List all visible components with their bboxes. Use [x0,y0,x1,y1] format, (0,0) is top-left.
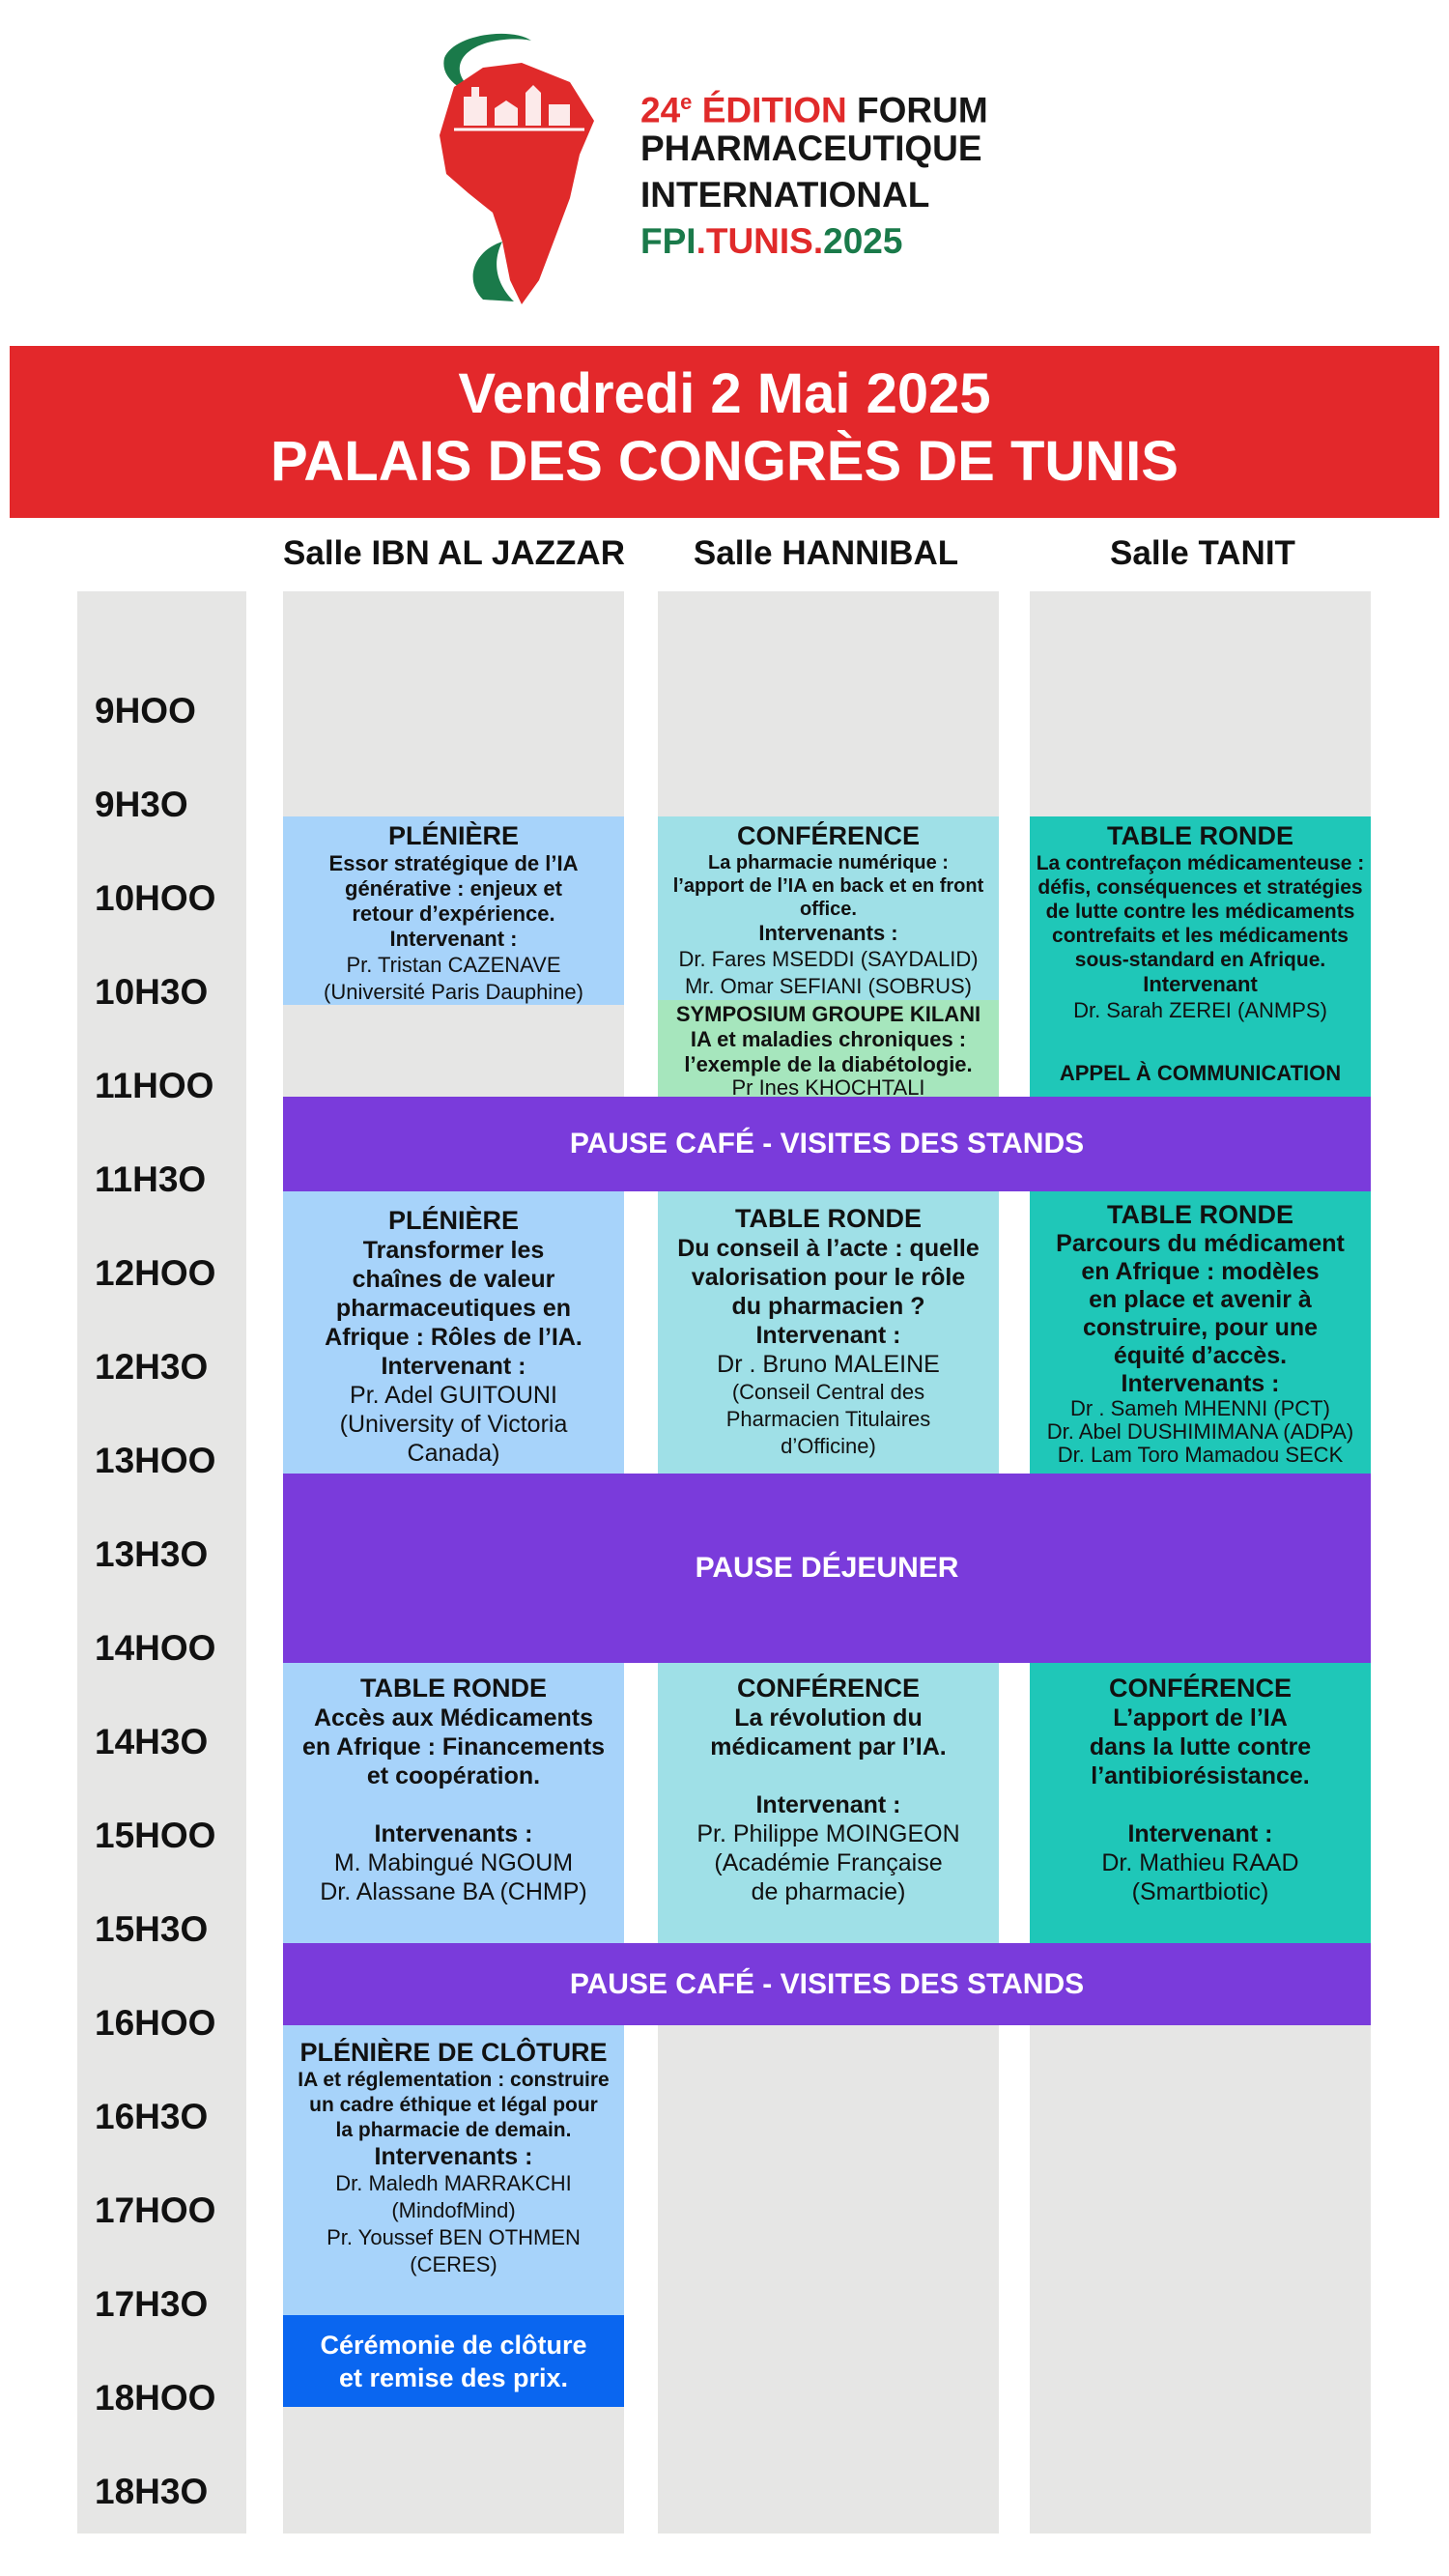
speaker-affiliation: Canada) [407,1440,500,1467]
session-subtitle: La révolution du [734,1704,923,1732]
session-subtitle: l’exemple de la diabétologie. [684,1052,973,1076]
speaker: Pr. Adel GUITOUNI [350,1382,557,1409]
session-subtitle: L’apport de l’IA [1113,1704,1288,1732]
room-header-tanit: Salle TANIT [1110,534,1295,572]
session-subtitle: dans la lutte contre [1089,1733,1312,1760]
time-label: 9HOO [95,691,196,730]
edition-number: 24 [640,90,681,130]
speaker-label: Intervenant : [1127,1820,1273,1847]
session-subtitle: équité d’accès. [1113,1342,1288,1369]
speaker: Dr. Mathieu RAAD [1101,1849,1299,1876]
date-venue-banner [10,346,1439,518]
year-text: 2025 [823,221,903,261]
spacer [1036,1024,1365,1061]
session-table-ronde-acces-medicaments[interactable] [283,1663,624,1943]
session-title: PLÉNIÈRE [387,1206,520,1235]
session-subtitle: en place et avenir à [1089,1286,1312,1313]
session-subtitle: IA et réglementation : construire [298,2069,610,2091]
time-label: 16HOO [95,2003,216,2043]
speaker: Dr. Maledh MARRAKCHI [335,2171,572,2195]
speaker: Dr. Abel DUSHIMIMANA (ADPA) [1046,1419,1354,1444]
session-title: CONFÉRENCE [736,1674,920,1703]
speaker-label: Intervenant : [381,1353,526,1380]
spacer [664,1761,993,1790]
time-label: 13HOO [95,1441,216,1480]
session-subtitle: médicament par l’IA. [710,1733,947,1760]
session-subtitle: de lutte contre les médicaments [1045,901,1355,923]
time-label: 12HOO [95,1253,216,1293]
session-table-ronde-parcours-medicament[interactable] [1030,1191,1371,1474]
closing-ceremony-block[interactable] [283,2315,624,2407]
session-table-ronde-conseil-acte[interactable] [658,1191,999,1474]
session-symposium-kilani[interactable] [658,1000,999,1097]
edition-word: ÉDITION [701,90,847,130]
session-subtitle: contrefaits et les médicaments [1052,925,1349,947]
time-label: 17HOO [95,2190,216,2230]
session-pleniere-chaines-valeur[interactable] [283,1191,624,1474]
session-pleniere-cloture[interactable] [283,2025,624,2315]
session-subtitle: défis, conséquences et stratégies [1037,876,1363,899]
session-subtitle: la pharmacie de demain. [335,2119,572,2141]
edition-line [640,81,988,131]
speaker-affiliation: (Smartbiotic) [1131,1878,1269,1905]
session-subtitle: sous-standard en Afrique. [1074,949,1326,971]
time-label: 13H3O [95,1534,209,1574]
time-label: 12H3O [95,1347,209,1387]
speaker-label: Intervenant [1143,972,1258,996]
speaker-label: Intervenants : [374,1820,533,1847]
event-date: Vendredi 2 Mai 2025 [458,362,991,425]
time-label: 14HOO [95,1628,216,1668]
speaker: Dr . Bruno MALEINE [717,1351,940,1378]
session-table-ronde-contrefacon[interactable] [1030,816,1371,1097]
speaker-affiliation: (Académie Française [714,1849,943,1876]
ceremony-line: Cérémonie de clôture [320,2330,587,2360]
time-label: 18HOO [95,2378,216,2418]
session-subtitle: Essor stratégique de l’IA [328,851,579,875]
time-label: 9H3O [95,785,188,824]
time-label: 11H3O [95,1159,207,1199]
session-title: TABLE RONDE [735,1204,922,1233]
lunch-break-banner: PAUSE DÉJEUNER [283,1474,1371,1663]
call-for-papers: APPEL À COMMUNICATION [1059,1061,1342,1085]
spacer [289,1790,618,1819]
fpi-line [640,220,902,263]
coffee-break-banner: PAUSE CAFÉ - VISITES DES STANDS [283,1943,1371,2025]
session-subtitle: un cadre éthique et légal pour [309,2094,598,2116]
session-subtitle: générative : enjeux et [345,876,562,901]
session-subtitle: du pharmacien ? [731,1293,925,1320]
session-subtitle: office. [800,899,857,920]
tunis-text: .TUNIS. [696,221,824,261]
time-label: 16H3O [95,2097,209,2136]
session-subtitle: valorisation pour le rôle [691,1264,966,1291]
speaker-label: Intervenants : [374,2143,533,2170]
event-venue: PALAIS DES CONGRÈS DE TUNIS [270,430,1179,493]
speaker-label: Intervenant : [755,1791,901,1818]
speaker: Pr. Tristan CAZENAVE [346,953,561,977]
session-subtitle: chaînes de valeur [352,1266,555,1293]
edition-sup: e [680,90,693,114]
speaker-affiliation: (Conseil Central des [731,1380,925,1404]
speaker-affiliation: (MindofMind) [391,2198,516,2222]
speaker-affiliation: (University of Victoria [339,1411,568,1438]
speaker: Dr. Fares MSEDDI (SAYDALID) [678,947,979,971]
room-header-hannibal: Salle HANNIBAL [693,534,959,572]
speaker-affiliation: (Université Paris Dauphine) [324,980,583,1004]
international-line: INTERNATIONAL [640,175,930,215]
session-subtitle: Accès aux Médicaments [313,1704,594,1732]
time-label: 11HOO [95,1066,214,1105]
speaker: Dr. Alassane BA (CHMP) [320,1878,587,1905]
session-subtitle: Parcours du médicament [1056,1230,1345,1257]
speaker: M. Mabingué NGOUM [333,1849,574,1876]
session-subtitle: et coopération. [366,1762,541,1789]
speaker-affiliation: d’Officine) [781,1434,876,1458]
session-conference-revolution-medicament[interactable] [658,1663,999,1943]
session-subtitle: l’apport de l’IA en back et en front [672,875,984,897]
session-subtitle: pharmaceutiques en [335,1295,572,1322]
session-subtitle: l’antibiorésistance. [1091,1762,1310,1789]
session-subtitle: Transformer les [362,1237,545,1264]
time-label: 18H3O [95,2472,209,2511]
speaker: Pr Ines KHOCHTALI [731,1075,925,1097]
session-conference-pharmacie-numerique[interactable] [658,816,999,1000]
speaker-affiliation: (CERES) [410,2252,497,2276]
session-title: CONFÉRENCE [1108,1674,1292,1703]
session-title: PLÉNIÈRE [387,821,520,850]
speaker-label: Intervenant : [755,1322,901,1349]
speaker-label: Intervenant : [389,927,518,951]
forum-word: FORUM [857,90,988,130]
session-title: TABLE RONDE [1107,821,1293,850]
session-subtitle: construire, pour une [1082,1314,1319,1341]
fpi-text: FPI [640,221,696,261]
session-title: TABLE RONDE [360,1674,547,1703]
room-header-ibn-al-jazzar: Salle IBN AL JAZZAR [283,534,625,572]
session-subtitle: Du conseil à l’acte : quelle [677,1235,980,1262]
session-subtitle: La pharmacie numérique : [708,852,949,873]
session-subtitle: La contrefaçon médicamenteuse : [1036,852,1365,874]
speaker-affiliation: de pharmacie) [751,1878,906,1905]
speaker-affiliation: Pharmacien Titulaires [725,1407,931,1431]
session-subtitle: IA et maladies chroniques : [690,1027,967,1051]
speaker: Dr. Lam Toro Mamadou SECK [1057,1443,1344,1467]
speaker: Dr . Sameh MHENNI (PCT) [1070,1396,1330,1420]
time-label: 14H3O [95,1722,209,1761]
session-subtitle: en Afrique : modèles [1081,1258,1320,1285]
fpi-logo [425,29,618,319]
speaker: Mr. Omar SEFIANI (SOBRUS) [684,974,973,998]
session-title: SYMPOSIUM GROUPE KILANI [675,1002,981,1026]
speaker: Pr. Philippe MOINGEON [696,1820,960,1847]
spacer [1036,1790,1365,1819]
time-label: 10H3O [95,972,209,1012]
session-title: CONFÉRENCE [736,821,920,850]
ceremony-line: et remise des prix. [338,2362,569,2392]
speaker-label: Intervenants : [758,921,898,945]
speaker-label: Intervenants : [1121,1370,1280,1397]
session-subtitle: Afrique : Rôles de l’IA. [325,1324,582,1351]
session-subtitle: retour d’expérience. [352,902,555,926]
session-title: PLÉNIÈRE DE CLÔTURE [299,2038,608,2067]
session-title: TABLE RONDE [1107,1200,1293,1229]
session-subtitle: en Afrique : Financements [301,1733,605,1760]
speaker: Dr. Sarah ZEREI (ANMPS) [1073,998,1327,1022]
session-conference-antibioresistance[interactable] [1030,1663,1371,1943]
time-label: 10HOO [95,878,216,918]
session-pleniere-ia-generative[interactable] [283,816,624,1005]
pharmaceutique-line: PHARMACEUTIQUE [640,129,982,168]
time-label: 15H3O [95,1909,209,1949]
coffee-break-banner: PAUSE CAFÉ - VISITES DES STANDS [283,1097,1371,1191]
time-label: 15HOO [95,1816,216,1855]
time-label: 17H3O [95,2284,209,2324]
speaker: Pr. Youssef BEN OTHMEN [327,2225,581,2249]
